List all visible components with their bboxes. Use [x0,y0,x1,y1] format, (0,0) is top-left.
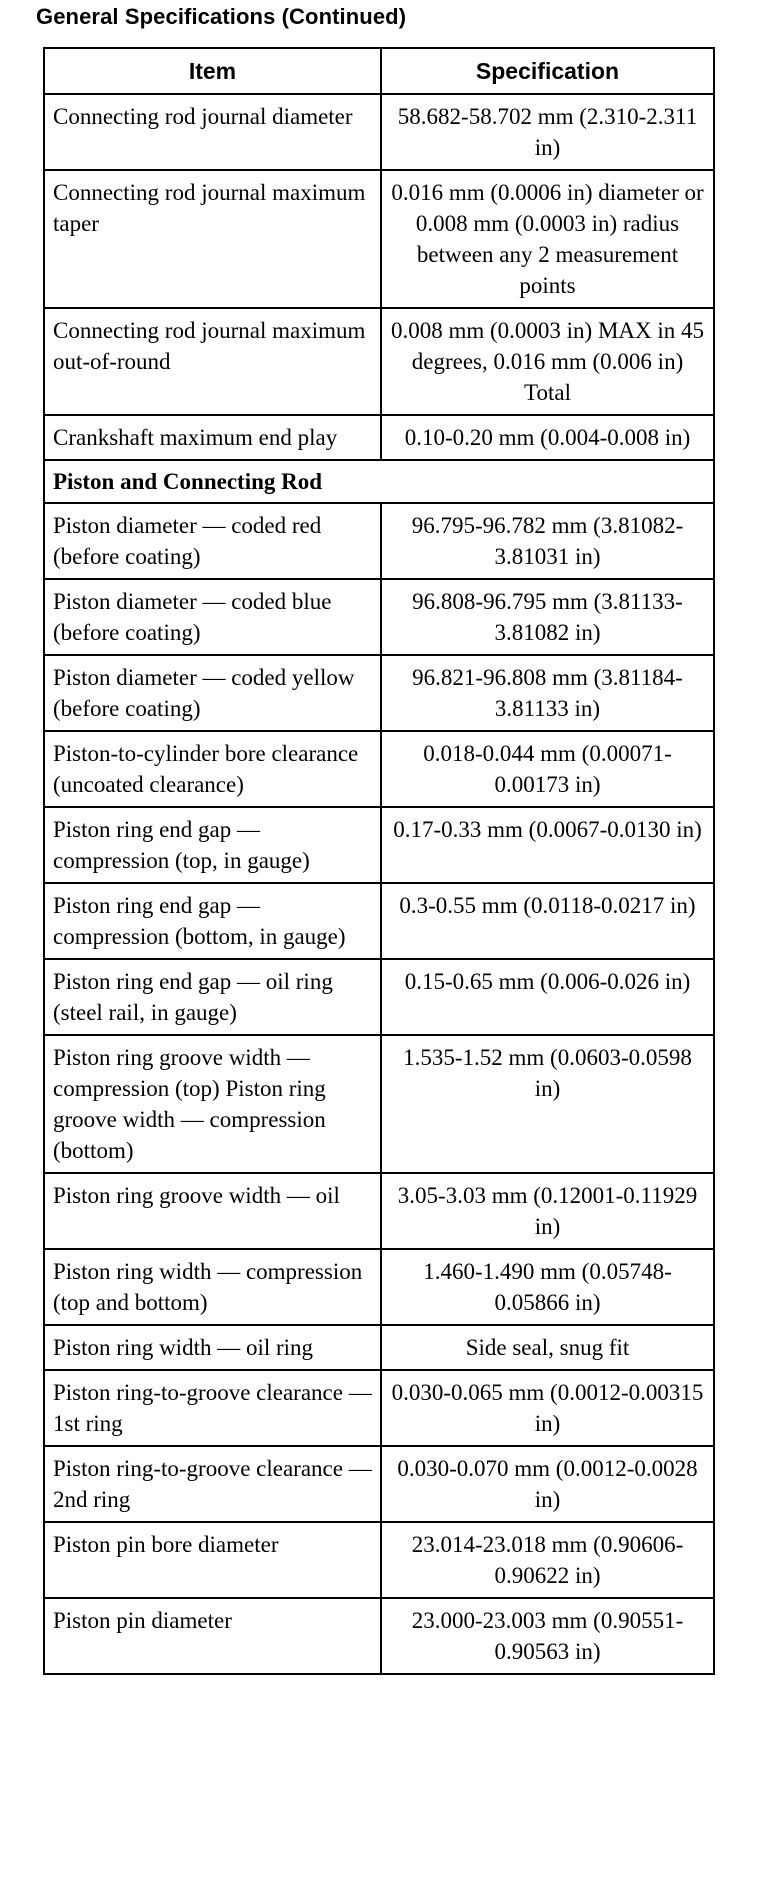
table-row [44,308,714,415]
item-cell: Piston diameter — coded blue (before coating) [44,579,381,655]
table-row [44,94,714,170]
item-cell: Piston ring end gap — compression (bottom, in gauge) [44,883,381,959]
table-row [44,579,714,655]
spec-cell: 23.000-23.003 mm (0.90551-0.90563 in) [381,1598,714,1674]
specifications-table [43,47,715,1675]
spec-cell: Side seal, snug fit [381,1325,714,1370]
spec-cell: 0.030-0.065 mm (0.0012-0.00315 in) [381,1370,714,1446]
spec-cell: 96.795-96.782 mm (3.81082-3.81031 in) [381,503,714,579]
table-row [44,1035,714,1173]
spec-cell: 0.17-0.33 mm (0.0067-0.0130 in) [381,807,714,883]
item-cell: Crankshaft maximum end play [44,415,381,460]
spec-cell: 1.460-1.490 mm (0.05748-0.05866 in) [381,1249,714,1325]
spec-cell: 0.10-0.20 mm (0.004-0.008 in) [381,415,714,460]
table-row [44,883,714,959]
item-cell: Connecting rod journal maximum out-of-round [44,308,381,415]
table-row [44,1325,714,1370]
item-cell: Piston ring groove width — compression (top) Piston ring groove width — compression (bottom) [44,1035,381,1173]
column-header-item: Item [44,48,381,94]
item-cell: Piston ring end gap — compression (top, in gauge) [44,807,381,883]
spec-cell: 3.05-3.03 mm (0.12001-0.11929 in) [381,1173,714,1249]
item-cell: Connecting rod journal diameter [44,94,381,170]
spec-cell: 96.808-96.795 mm (3.81133-3.81082 in) [381,579,714,655]
item-cell: Piston ring groove width — oil [44,1173,381,1249]
section-header-row [44,460,714,503]
table-header-row [44,48,714,94]
table-row [44,503,714,579]
spec-cell: 1.535-1.52 mm (0.0603-0.0598 in) [381,1035,714,1173]
column-header-specification: Specification [381,48,714,94]
table-row [44,1173,714,1249]
spec-cell: 0.030-0.070 mm (0.0012-0.0028 in) [381,1446,714,1522]
item-cell: Piston diameter — coded yellow (before coating) [44,655,381,731]
item-cell: Piston ring-to-groove clearance — 2nd ring [44,1446,381,1522]
table-row [44,1598,714,1674]
spec-cell: 23.014-23.018 mm (0.90606-0.90622 in) [381,1522,714,1598]
section-header-piston-and-connecting-rod: Piston and Connecting Rod [44,460,714,503]
spec-cell: 0.15-0.65 mm (0.006-0.026 in) [381,959,714,1035]
table-row [44,1249,714,1325]
item-cell: Piston-to-cylinder bore clearance (uncoated clearance) [44,731,381,807]
spec-cell: 0.3-0.55 mm (0.0118-0.0217 in) [381,883,714,959]
table-row [44,655,714,731]
spec-cell: 0.018-0.044 mm (0.00071-0.00173 in) [381,731,714,807]
table-row [44,959,714,1035]
page-title: General Specifications (Continued) [36,4,407,29]
table-row [44,1446,714,1522]
item-cell: Piston pin diameter [44,1598,381,1674]
item-cell: Piston ring width — compression (top and bottom) [44,1249,381,1325]
table-row [44,1370,714,1446]
table-row [44,170,714,308]
spec-cell: 96.821-96.808 mm (3.81184-3.81133 in) [381,655,714,731]
table-row [44,415,714,460]
item-cell: Connecting rod journal maximum taper [44,170,381,308]
item-cell: Piston ring end gap — oil ring (steel rail, in gauge) [44,959,381,1035]
table-row [44,731,714,807]
item-cell: Piston diameter — coded red (before coating) [44,503,381,579]
item-cell: Piston ring-to-groove clearance — 1st ring [44,1370,381,1446]
item-cell: Piston pin bore diameter [44,1522,381,1598]
table-row [44,807,714,883]
spec-cell: 0.016 mm (0.0006 in) diameter or 0.008 mm (0.0003 in) radius between any 2 measurement points [381,170,714,308]
spec-cell: 0.008 mm (0.0003 in) MAX in 45 degrees, 0.016 mm (0.006 in) Total [381,308,714,415]
item-cell: Piston ring width — oil ring [44,1325,381,1370]
spec-cell: 58.682-58.702 mm (2.310-2.311 in) [381,94,714,170]
table-row [44,1522,714,1598]
